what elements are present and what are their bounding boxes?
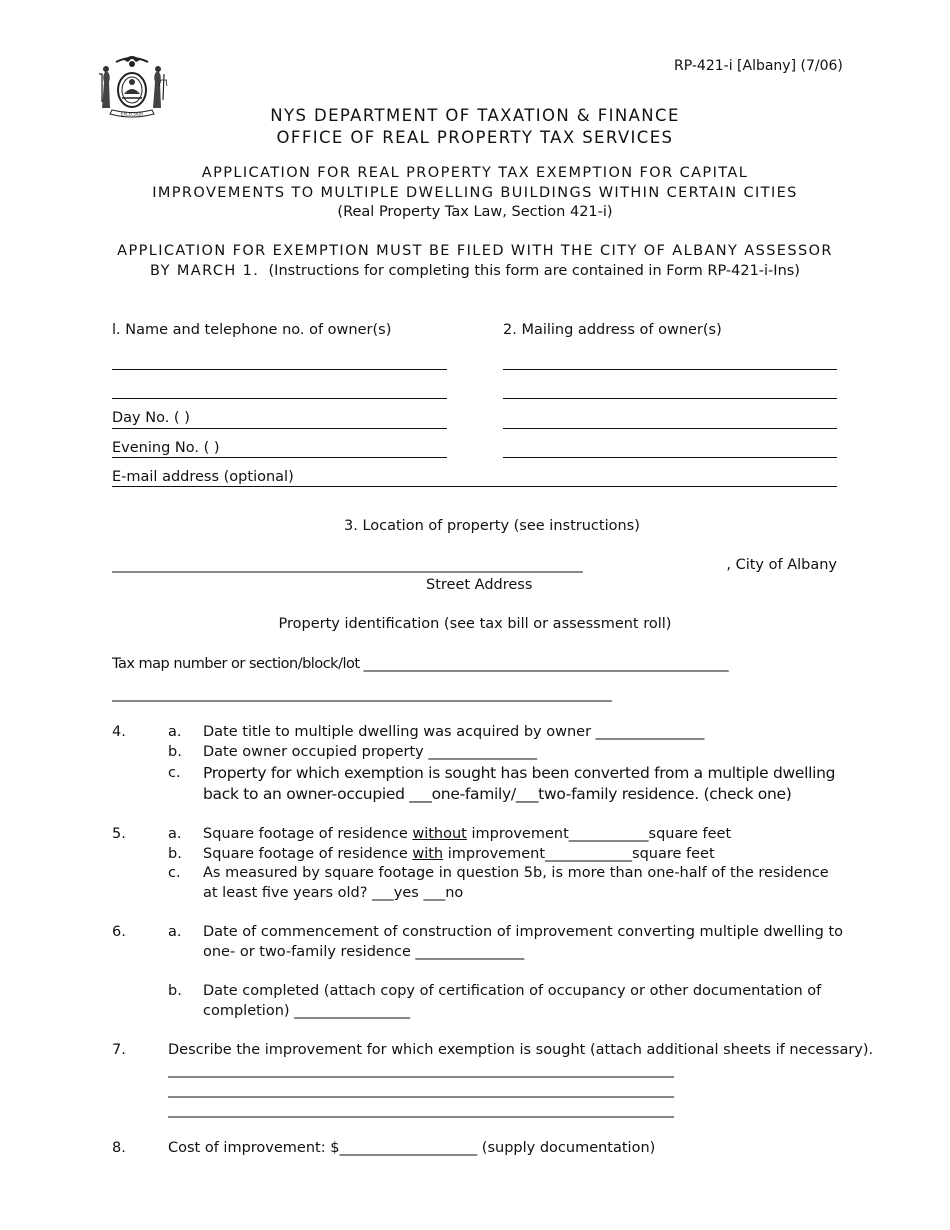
instructions-reference: (Instructions for completing this form are contained in Form RP-421-i-Ins) [268, 263, 800, 279]
q4b-letter: b. [168, 744, 182, 760]
q8-number: 8. [112, 1140, 126, 1156]
q5a-post: improvement___________square feet [466, 826, 732, 842]
q1-label: l. Name and telephone no. of owner(s) [112, 322, 392, 338]
evening-phone-label: Evening No. ( ) [112, 440, 220, 456]
form-id: RP-421-i [Albany] (7/06) [674, 58, 843, 74]
street-address-row [112, 557, 837, 573]
q5a-sqft-without[interactable] [203, 826, 731, 842]
tax-map-field[interactable]: Tax map number or section/block/lot ______________________________________________________ [112, 656, 729, 672]
day-phone-label: Day No. ( ) [112, 410, 190, 426]
law-reference: (Real Property Tax Law, Section 421-i) [337, 204, 613, 220]
filing-notice-line1: APPLICATION FOR EXEMPTION MUST BE FILED WITH THE CITY OF ALBANY ASSESSOR [117, 243, 833, 259]
office-name: OFFICE OF REAL PROPERTY TAX SERVICES [276, 128, 674, 147]
q4b-occupied-date[interactable]: Date owner occupied property _______________ [203, 744, 538, 760]
form-title-line1: APPLICATION FOR REAL PROPERTY TAX EXEMPTION FOR CAPITAL [201, 165, 749, 181]
q5b-emphasis: with [412, 846, 444, 862]
q7-description-line2[interactable]: ____________________________________________________________________________ [168, 1082, 674, 1098]
email-label: E-mail address (optional) [112, 469, 294, 485]
tax-map-field-line2[interactable]: __________________________________________________________________________ [112, 686, 612, 702]
q6b-letter: b. [168, 983, 182, 999]
form-title-line2: IMPROVEMENTS TO MULTIPLE DWELLING BUILDINGS WITHIN CERTAIN CITIES [152, 185, 798, 201]
q4a-letter: a. [168, 724, 182, 740]
q4a-acquired-date[interactable]: Date title to multiple dwelling was acquired by owner _______________ [203, 724, 705, 740]
q8-cost-field[interactable]: Cost of improvement: $___________________ (supply documentation) [168, 1140, 656, 1156]
q5c-text-line1: As measured by square footage in question 5b, is more than one-half of the residence [203, 865, 829, 881]
q6b-completion-date[interactable]: completion) ________________ [203, 1003, 411, 1019]
q4c-letter: c. [168, 765, 181, 781]
q7-description-line3[interactable]: ____________________________________________________________________________ [168, 1102, 674, 1118]
email-field[interactable] [112, 486, 837, 487]
q5b-letter: b. [168, 846, 182, 862]
q4c-residence-type[interactable]: back to an owner-occupied ___one-family/___two-family residence. (check one) [203, 785, 792, 803]
filing-deadline: BY MARCH 1. [150, 263, 260, 279]
street-address-field[interactable]: __________________________________________________________________________ [112, 557, 582, 573]
q5b-post: improvement____________square feet [443, 846, 715, 862]
q4c-text-line1: Property for which exemption is sought has been converted from a multiple dwelling [203, 764, 836, 782]
q6a-commencement-date[interactable]: one- or two-family residence _______________ [203, 944, 525, 960]
owner-name-line1[interactable] [112, 369, 447, 370]
department-name: NYS DEPARTMENT OF TAXATION & FINANCE [270, 106, 680, 125]
q6-number: 6. [112, 924, 126, 940]
q5c-yes-no[interactable]: at least five years old? ___yes ___no [203, 885, 464, 901]
owner-name-line2[interactable] [112, 398, 447, 399]
q5a-pre: Square footage of residence [203, 826, 413, 842]
property-identification-label: Property identification (see tax bill or assessment roll) [278, 616, 672, 632]
q5a-letter: a. [168, 826, 182, 842]
mailing-address-line2[interactable] [503, 398, 837, 399]
q5b-pre: Square footage of residence [203, 846, 413, 862]
q3-label: 3. Location of property (see instructions) [344, 518, 640, 534]
city-suffix: , City of Albany [726, 557, 837, 573]
q4-number: 4. [112, 724, 126, 740]
evening-phone-field[interactable] [112, 457, 447, 458]
day-phone-field[interactable] [112, 428, 447, 429]
q6a-text-line1: Date of commencement of construction of improvement converting multiple dwelling to [203, 924, 843, 940]
q7-text: Describe the improvement for which exemption is sought (attach additional sheets if necessary). [168, 1042, 874, 1058]
q6a-letter: a. [168, 924, 182, 940]
seal-motto: EXCELSIOR [120, 111, 144, 117]
street-address-caption: Street Address [426, 577, 533, 593]
filing-notice-line2 [0, 263, 950, 279]
q6b-text-line1: Date completed (attach copy of certification of occupancy or other documentation of [203, 983, 822, 999]
q5b-sqft-with[interactable] [203, 846, 715, 862]
q5c-letter: c. [168, 865, 181, 881]
mailing-address-line4[interactable] [503, 457, 837, 458]
q7-description-line1[interactable]: ____________________________________________________________________________ [168, 1062, 674, 1078]
q7-number: 7. [112, 1042, 126, 1058]
q5a-emphasis: without [412, 826, 467, 842]
mailing-address-line1[interactable] [503, 369, 837, 370]
q2-label: 2. Mailing address of owner(s) [503, 322, 722, 338]
mailing-address-line3[interactable] [503, 428, 837, 429]
q5-number: 5. [112, 826, 126, 842]
